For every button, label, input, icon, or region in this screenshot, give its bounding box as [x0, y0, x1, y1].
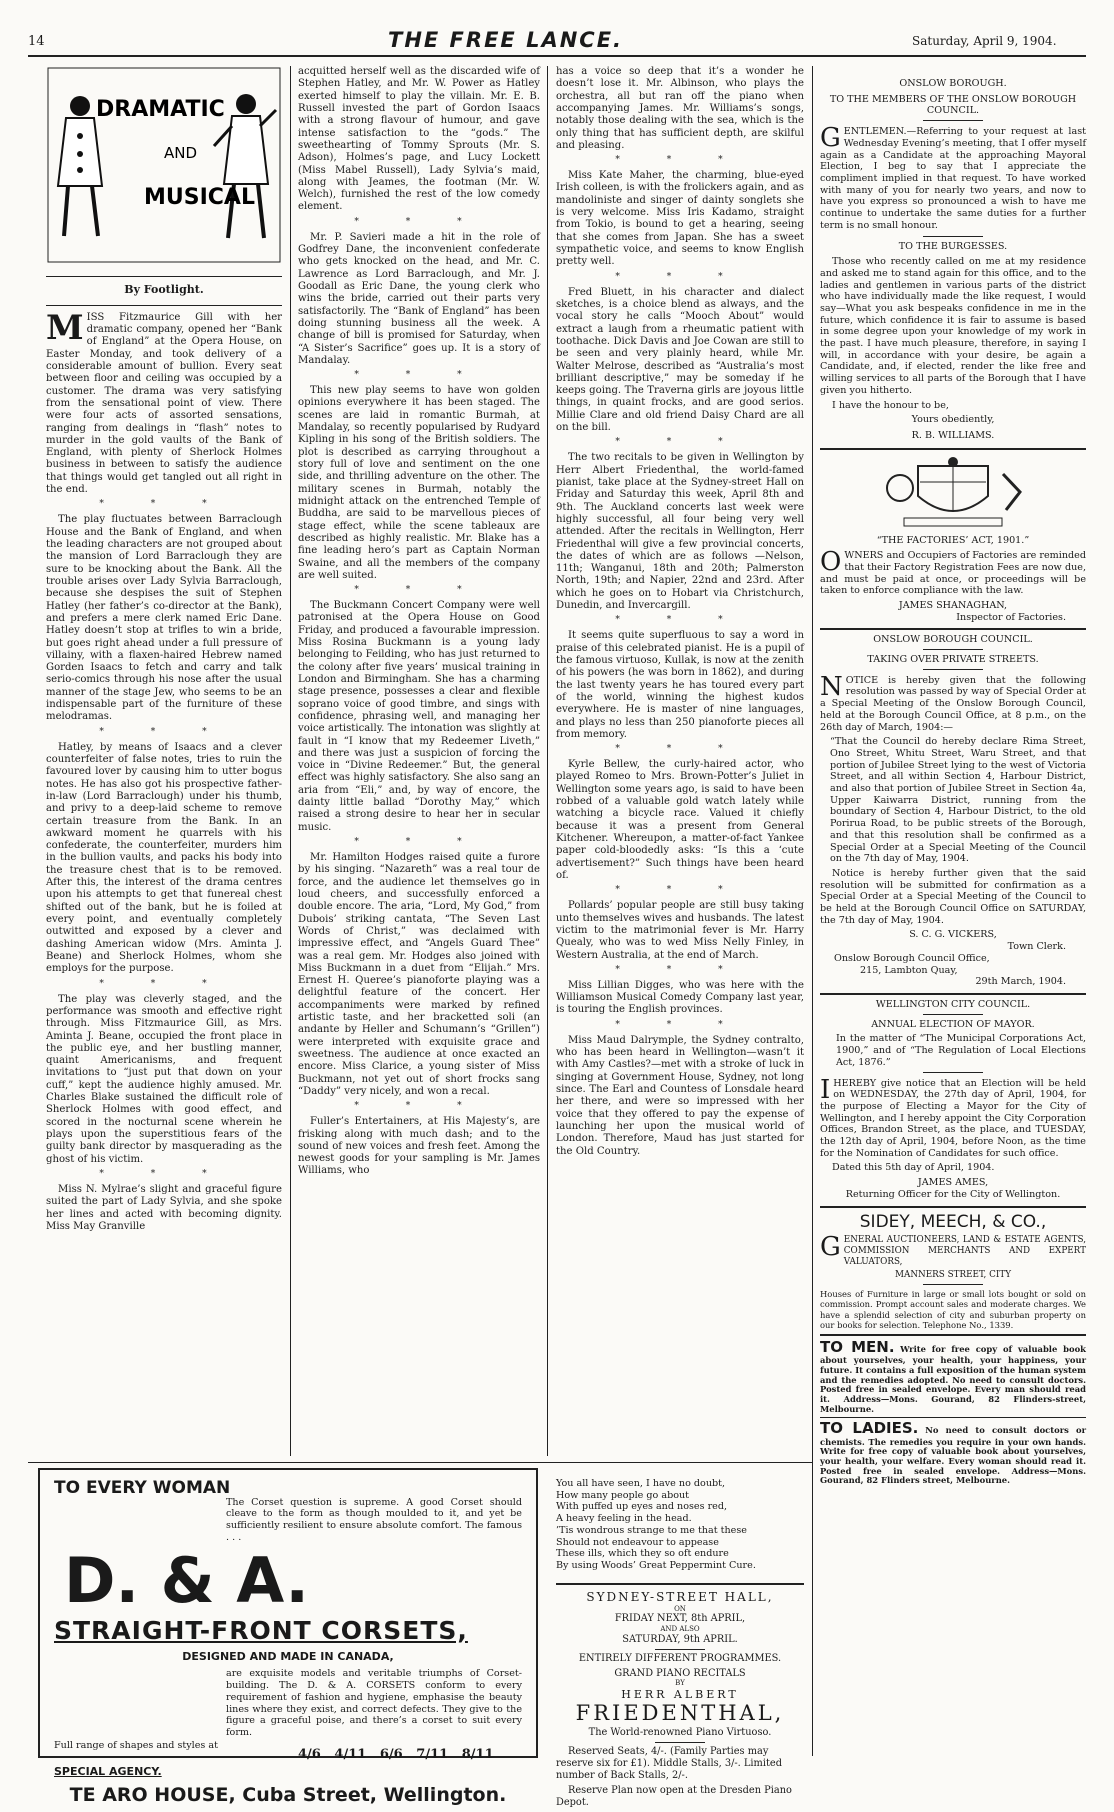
article-paragraph: Miss N. Mylrae’s slight and graceful figure suited the part of Lady Sylvia, and she spoke her lines and acted with becoming dignity. Miss May Granville [46, 1183, 282, 1232]
advert-range: Full range of shapes and styles at [54, 1739, 218, 1751]
section-stars: * * * [615, 155, 745, 166]
article-paragraph: Mr. Hamilton Hodges raised quite a furore by his singing. “Nazareth” was a real tour de force, and the audience let themselves go in loud cheers, and successfully enforced a double encore. The aria, “Lord, My God,” from Dubois’ striking cantata, “The Seven Last Words of Christ,” was declaimed with impressive effect, and “Angels Guard Thee” was a real gem. Mr. Hodges also joined with Miss Buckmann in a duet from “Elijah.” Mrs. Ernest H. Queree’s pianoforte playing was a delightful feature of the concert. Her accompaniments were marked by refined artistic taste, and her bracketted soli (an andante by Heller and Schumann’s “Grillen”) were interpreted with exquisite grace and sweetness. The audience at once exacted an encore. Miss Clarice, a young sister of Miss Buckmann, not yet out of short frocks sang “Daddy” very nicely, and won a recal. [298, 852, 540, 1097]
section-stars: * * * [354, 1101, 484, 1112]
notice-body: Those who recently called on me at my residence and asked me to stand again for this office, and to the ladies and gentlemen in various parts of the district who have individually made the like request, I would say—What you ask bespeaks confidence in me in the future, which confidence it is fair to assume is based in some degree upon your knowledge of my work in the past. I have much pleasure, therefore, in saying I will, in accordance with your desire, be again a Candidate, and, if elected, render the like free and willing services to all parts of the Borough that I have given you hitherto. [820, 256, 1086, 396]
notice-body: OTICE is hereby given that the following resolution was passed by way of Special Order at a Special Meeting of the Onslow Borough Council, held at the Borough Council Office, at 8 p.m., on the 26th day of March, 1904:— [820, 674, 1086, 733]
advert-body: Houses of Furniture in large or small lots bought or sold on commission. Prompt account sales and moderate charges. We have a splendid selection of city and suburban property on our books for selection. Telephone No., 1339. [820, 1289, 1086, 1330]
article-paragraph: The play fluctuates between Barraclough House and the Bank of England, and when the leading characters are not grouped about the mansion of Lord Barraclough they are sure to be knocking about the Bank. All the trouble arises over Lady Sylvia Barraclough, because she despises the suit of Stephen Hatley (her father’s co-director at the Bank), and prefers a mere clerk named Eric Dane. Hatley doesn’t stop at trifles to win a bride, but goes right ahead under a full pressure of villainy, with a flaxen-haired Hebrew named Gorden Isaacs to fetch and carry and talk serio-comics through his nose after the usual manner of the stage Jew, who seems to be an indispensable part of the furniture of these melodramas. [46, 514, 282, 723]
resolution-text: “That the Council do hereby declare Rima Street, Ono Street, Whitu Street, Waru Street, and that portion of Jubilee Street lying to the west of Victoria Street, and all within Section 4, Harbour District, and also that portion of Jubilee Street in Section 4a, Upper Kaiwarra District, running from the boundary of Section 4, Harbour District, to the old Porirua Road, to be public streets of the Borough, and that this resolution shall be confirmed as a Special Order at a Special Meeting of the Council on the 7th day of May, 1904. [830, 736, 1086, 865]
section-stars: * * * [354, 216, 484, 227]
poem-line: How many people go about [556, 1489, 690, 1501]
section-stars: * * * [615, 437, 745, 448]
article-paragraph: Mr. P. Savieri made a hit in the role of Godfrey Dane, the inconvenient confederate who gets knocked on the head, and Mr. C. Lawrence as Lord Barraclough, and Mr. J. Goodall as Eric Dane, the young clerk who wins the bride, carried out their parts very satisfactorily. The “Bank of England” has been doing stunning business all the week. A change of bill is promised for Saturday, when “A Sister’s Sacrifice” goes up. It is a story of Mandalay. [298, 231, 540, 366]
article-paragraph: This new play seems to have won golden opinions everywhere it has been staged. The scenes are laid in romantic Burmah, at Mandalay, so recently popularised by Rudyard Kipling in his song of the British soldiers. The plot is described as carrying throughout a story full of love and sentiment on the one side, and thrilling adventure on the other. The military scenes in Burmah, notably the midnight attack on the entrenched Temple of Buddha, are said to be marvellous pieces of stage effect, while the scene tableaux are described as highly realistic. Mr. Blake has a fine leading hero’s part as Captain Norman Swaine, and all the members of the company are well suited. [298, 385, 540, 581]
notice-title: “THE FACTORIES’ ACT, 1901.” [876, 535, 1030, 547]
article-paragraph: The two recitals to be given in Wellington by Herr Albert Friedenthal, the world-famed pianist, take place at the Sydney-street Hall on Friday and Saturday this week, April 8th and 9th. The Auckland concerts last week were highly successful, all four being very well attended. After the recitals in Wellington, Herr Friedenthal will give a few provincial concerts, the dates of which are as follows —Nelson, 11th; Wanganui, 18th and 20th; Palmerston North, 19th; and Napier, 22nd and 23rd. After which he goes on to Hobart via Christchurch, Dunedin, and Invercargill. [556, 452, 804, 612]
coat-of-arms-icon [820, 456, 1086, 530]
column-dramatic-musical [46, 66, 282, 1456]
logo-word-musical: MUSICAL [144, 185, 255, 210]
section-rule [28, 1462, 812, 1463]
notice-closing: Yours obediently, [911, 414, 995, 426]
advert-intro: The Corset question is supreme. A good Corset should cleave to the form as though moulded to it, and yet be sufficiently resilient to ensure absolute comfort. The famous . . . [226, 1496, 522, 1543]
signature-title: Town Clerk. [1007, 941, 1066, 953]
article-paragraph: ISS Fitzmaurice Gill with her dramatic company, opened her “Bank of England” at the Opera House, on Easter Monday, and took delivery of a considerable amount of bullion. Every seat between floor and ceiling was occupied by a customer. The drama was very satisfying from the sensational point of view. There were four acts of assorted sensations, ranging from dealings in “flash” notes to murder in the gold vaults of the Bank of England, with plenty of Sherlock Holmes business in between to satisfy the audience that things would get tangled out all right in the end. [46, 311, 282, 496]
article-paragraph: has a voice so deep that it’s a wonder he doesn’t lose it. Mr. Albinson, who plays the orchestra, all but ran off the piano when accompanying James. Mr. Williams’s songs, notably those dealing with the sea, which is the only thing that has sufficient depth, are skilful and pleasing. [556, 66, 804, 151]
section-stars: * * * [615, 1019, 745, 1030]
advert-friedenthal-recital [556, 1590, 804, 1812]
column-divider [290, 66, 291, 1456]
poem-line: A heavy feeling in the head. [556, 1513, 692, 1525]
section-stars: * * * [354, 837, 484, 848]
advert-body: No need to consult doctors or chemists. The remedies you require in your own hands. Write for free copy of valuable book about yourselves, your health, your welfare. Every woman should read it. Posted free in sealed envelope. Address—Mons. Gourand, 82 Flinders street, Melbourne. [820, 1425, 1086, 1486]
logo-word-and: AND [164, 144, 198, 162]
dramatic-musical-logo [46, 66, 282, 264]
notice-date: 29th March, 1904. [975, 976, 1066, 988]
poem-line: These ills, which they so oft endure [556, 1548, 729, 1560]
advert-address: MANNERS STREET, CITY [894, 1270, 1012, 1281]
advert-title-men: TO MEN. [820, 1338, 895, 1357]
advert-agency: SPECIAL AGENCY. [54, 1765, 162, 1779]
recital-on: ON [674, 1604, 686, 1613]
article-paragraph: Hatley, by means of Isaacs and a clever counterfeiter of false notes, tries to ruin the favoured lover by causing him to utter bogus notes. He has also got his prospective father-in-law (Lord Barraclough) under his thumb, and privy to a deep-laid scheme to remove certain treasure from the Bank. In an awkward moment he quarrels with his confederate, the counterfeiter, murders him in the bullion vaults, and packs his body into the treasure chest that is to be removed. After this, the interest of the drama centres upon his attempts to get that funereal chest shifted out of the bank, but he is foiled at every point, and eventually completely outwitted and exposed by a clever and dashing American widow (Mrs. Aminta J. Beane) and Sherlock Holmes, whom she employs for the purpose. [46, 741, 282, 975]
advert-brand: D. & A. [64, 1543, 309, 1617]
notice-body: In the matter of “The Municipal Corporations Act, 1900,” and of “The Regulation of Local Elections Act, 1876.” [836, 1033, 1086, 1068]
advert-title-sidey: SIDEY, MEECH, & CO., [859, 1211, 1047, 1232]
advert-product: STRAIGHT-FRONT CORSETS, [54, 1615, 468, 1645]
notice-subtitle: TO THE MEMBERS OF THE ONSLOW BOROUGH COUNCIL. [829, 93, 1077, 117]
poem-line: With puffed up eyes and noses red, [556, 1501, 728, 1513]
recital-booking: Reserve Plan now open at the Dresden Piano Depot. [556, 1784, 792, 1808]
article-paragraph: Miss Kate Maher, the charming, blue-eyed Irish colleen, is with the frolickers again, and as mandoliniste and singer of dainty songlets she is very welcome. Miss Iris Kadamo, straight from Tokio, is bound to get a hearing, seeing that she comes from Japan. She has a sweet sympathetic voice, and seems to know English pretty well. [556, 170, 804, 268]
recital-date: FRIDAY NEXT, 8th APRIL, [614, 1613, 746, 1625]
recital-programmes: ENTIRELY DIFFERENT PROGRAMMES. [578, 1652, 782, 1664]
advert-body: Write for free copy of valuable book about yourselves, your health, your happiness, your future. It contains a full exposition of the human system and the remedies adopted. No need to consult doctors. Posted free in sealed envelope. Every man should read it. Address—Mons. Gourand, 82 Flinders-street, Melbourne. [820, 1344, 1086, 1414]
section-stars: * * * [99, 726, 229, 737]
advert-body: are exquisite models and veritable triumphs of Corset-building. The D. & A. CORSETS conform to every requirement of fashion and hygiene, emphasise the beauty lines where they exist, and correct defects. They give to the figure a graceful poise, and there’s a corset to suit every form. [226, 1668, 522, 1738]
advert-corsets [38, 1468, 538, 1806]
advert-origin: DESIGNED AND MADE IN CANADA, [182, 1650, 394, 1664]
page-number: 14 [28, 34, 45, 49]
notice-title: WELLINGTON CITY COUNCIL. [875, 999, 1031, 1010]
notice-body: Notice is hereby further given that the said resolution will be submitted for confirmation as a Special Order at a Special Meeting of the Council to be held at the Borough Council Office on SATURDAY, the 7th day of May, 1904. [820, 867, 1086, 926]
signature: S. C. G. VICKERS, [909, 929, 997, 941]
header-rule [28, 55, 1086, 57]
article-paragraph: The Buckmann Concert Company were well patronised at the Opera House on Good Friday, and produced a favourable impression. Miss Rosina Buckmann is a young lady belonging to Feilding, who has just returned to the colony after five years’ musical training in London and Birmingham. She has a charming stage presence, possesses a clear and flexible soprano voice of good timbre, and sings with confidence, phrasing well, and managing her voice artistically. The intonation was slightly at fault in “I know that my Redeemer Liveth,” and there was just a suspicion of forcing the voice in “Divine Redeemer.” But, the general effect was highly satisfactory. She also sang an aria from “Eli,” and, by way of encore, the dainty little ballad “Dorothy May,” which raised a strong desire to hear her in secular music. [298, 600, 540, 833]
signature-title: Returning Officer for the City of Wellington. [845, 1188, 1061, 1200]
performer-tagline: The World-renowned Piano Virtuoso. [588, 1726, 772, 1738]
signature: R. B. WILLIAMS. [911, 429, 995, 441]
masthead: THE FREE LANCE. [388, 28, 624, 52]
section-stars: * * * [99, 978, 229, 989]
performer-title: HERR ALBERT [621, 1687, 739, 1701]
advert-subtitle: ENERAL AUCTIONEERS, LAND & ESTATE AGENTS, COMMISSION MERCHANTS AND EXPERT VALUATORS, [843, 1235, 1086, 1267]
article-paragraph: It seems quite superfluous to say a word in praise of this celebrated pianist. He is a pupil of the famous virtuoso, Kullak, is now at the zenith of his powers (he was born in 1862), and during the last twenty years he has toured every part of the world, winning the highest kudos everywhere. He is master of nine languages, and plays no less than 250 pianoforte pieces all from memory. [556, 630, 804, 740]
article-paragraph: Miss Maud Dalrymple, the Sydney contralto, who has been heard in Wellington—wasn’t it with Amy Castles?—met with a stroke of luck in singing at Government House, Sydney, not long since. The Earl and Countess of Lonsdale heard her there, and were so impressed with her voice that they offered to pay the expense of launching her upon the musical world of London. Therefore, Maud has just started for the Old Country. [556, 1034, 804, 1157]
article-paragraph: acquitted herself well as the discarded wife of Stephen Hatley, and Mr. W. Power as Hatley exerted himself to play the villain. Mr. E. B. Russell invested the part of Gordon Isaacs with a strong flavour of humour, and gave intense satisfaction to the “gods.” The sweethearting of Tommy Sprouts (Mr. S. Adson), Holmes’s page, and Lucy Lockett (Miss Mabel Russell), Lady Sylvia’s maid, along with Jeames, the footman (Mr. W. Welch), furnished the rest of the low comedy element. [298, 66, 540, 213]
office-address: Onslow Borough Council Office, [834, 952, 990, 964]
notice-body: HEREBY give notice that an Election will be held on WEDNESDAY, the 27th day of April, 1904, for the purpose of Electing a Mayor for the City of Wellington, and I hereby appoint the City Corporation Offices, Brandon Street, as the place, and TUESDAY, the 12th day of April, 1904, before Noon, as the time for the Nomination of Candidates for such office. [820, 1077, 1086, 1159]
advert-peppermint-cure [556, 1478, 796, 1572]
recital-venue: SYDNEY-STREET HALL, [586, 1590, 774, 1604]
poem-line: ’Tis wondrous strange to me that these [556, 1524, 747, 1536]
column-two [298, 66, 540, 1456]
notice-date: Dated this 5th day of April, 1904. [832, 1162, 995, 1174]
drop-cap: M [46, 307, 84, 348]
notice-title: TO THE BURGESSES. [898, 241, 1008, 253]
recital-date: SATURDAY, 9th APRIL. [622, 1633, 738, 1645]
notice-closing: I have the honour to be, [832, 399, 949, 411]
article-paragraph: Fuller’s Entertainers, at His Majesty’s, are frisking along with much dash; and to the sound of new voices and fresh feet. Among the newest goods for your sampling is Mr. James Williams, who [298, 1116, 540, 1177]
column-three [556, 66, 804, 1456]
column-notices: ONSLOW BOROUGH. TO THE MEMBERS OF THE ONSLOW BOROUGH COUNCIL. GENTLEMEN.—Referring to your request at last Wednesday Evening’s meeting, that I offer myself again as a Candidate at the approaching Mayoral Election, I beg to say that I appreciate the compliment implied in that request. To have worked with many of you for nearly two years, and now to have you express so pronounced a wish to have me continue to undertake the same duties for a further term is no small honour. TO THE BURGESSES. Those who recently called on me at my residence and asked me to stand again for this office, and to the ladies and gentlemen in various parts of the district who have individually made the like request, I would say—What you ask bespeaks confidence in me in the future, which confidence it is fair to assume is based in some degree upon your knowledge of my work in the past. I have much pleasure, therefore, in saying I will, in accordance with your desire, be again a Candidate, and, if elected, render the like free and willing services to all parts of the Borough that I have given you hitherto. I have the honour to be, Yours obediently, R. B. WILLIAMS. “THE FACTORIES’ ACT, 1901.” OWNERS and Occupiers of Factories are reminded that their Factory Registration Fees are now due, and must be paid at once, or proceedings will be taken to enforce compliance with the law. JAMES SHANAGHAN, Inspector of Factories. ONSLOW BOROUGH COUNCIL. TAKING OVER PRIVATE STREETS. NOTICE is hereby given that the following resolution was passed by way of Special Order at a Special Meeting of the Onslow Borough Council, held at the Borough Council Office, at 8 p.m., on the 26th day of March, 1904:— “That the Council do hereby declare Rima Street, Ono Street, Whitu Street, Waru Street, and that portion of Jubilee Street lying to the west of Victoria Street, and all within Section 4, Harbour District, and also that portion of Jubilee Street in Section 4a, Upper Kaiwarra District, running from the boundary of Section 4, Harbour District, to the old Porirua Road, to be public streets of the Borough, and that this resolution shall be confirmed as a Special Order at a Special Meeting of the Council on the 7th day of May, 1904. Notice is hereby further given that the said resolution will be submitted for confirmation as a Special Order at a Special Meeting of the Council to be held at the Borough Council Office on SATURDAY, the 7th day of May, 1904. S. C. G. VICKERS, Town Clerk. Onslow Borough Council Office, 215, Lambton Quay, 29th March, 1904. WELLINGTON CITY COUNCIL. ANNUAL ELECTION OF MAYOR. In the matter of “The Municipal Corporations Act, 1900,” and of “The Regulation of Local Elections Act, 1876.” IHEREBY give notice that an Election will be held on WEDNESDAY, the 27th day of April, 1904, for the purpose of Electing a Mayor for the City of Wellington, and I hereby appoint the City Corporation Offices, Brandon Street, as the place, and TUESDAY, the 12th day of April, 1904, before Noon, as the time for the Nomination of Candidates for such office. Dated this 5th day of April, 1904. JAMES AMES, Returning Officer for the City of Wellington. SIDEY, MEECH, & CO., GENERAL AUCTIONEERS, LAND & ESTATE AGENTS, COMMISSION MERCHANTS AND EXPERT VALUATORS, MANNERS STREET, CITY Houses of Furniture in large or small lots bought or sold on commission. Prompt account sales and moderate charges. We have a splendid selection of city and suburban property on our books for selection. Telephone No., 1339. TO MEN. Write for free copy of valuable book about yourselves, your health, your happiness, your future. It contains a full exposition of the human system and the remedies adopted. No need to consult doctors. Posted free in sealed envelope. Every man should read it. Address—Mons. Gourand, 82 Flinders-street, Melbourne. TO LADIES. No need to consult doctors or chemists. The remedies you require in your own hands. Write for free copy of valuable book about yourselves, your health, your welfare. Every woman should read it. Posted free in sealed envelope. Address—Mons. Gourand, 82 Flinders street, Melbourne. [820, 78, 1086, 1486]
byline: By Footlight. [124, 283, 204, 297]
section-stars: * * * [354, 370, 484, 381]
advert-title-ladies: TO LADIES. [820, 1419, 919, 1438]
notice-subtitle: ANNUAL ELECTION OF MAYOR. [871, 1018, 1035, 1030]
section-stars: * * * [99, 499, 229, 510]
section-stars: * * * [615, 964, 745, 975]
signature: JAMES AMES, [917, 1177, 989, 1189]
logo-word-dramatic: DRAMATIC [96, 97, 225, 122]
section-stars: * * * [99, 1168, 229, 1179]
recital-by: BY [675, 1679, 685, 1688]
article-paragraph: Pollards’ popular people are still busy taking unto themselves wives and husbands. The latest victim to the matrimonial fever is Mr. Harry Quealy, who was to wed Miss Nelly Finley, in Western Australia, at the end of March. [556, 900, 804, 961]
signature: JAMES SHANAGHAN, [898, 599, 1008, 611]
section-stars: * * * [354, 585, 484, 596]
notice-title: ONSLOW BOROUGH COUNCIL. [873, 634, 1033, 646]
notice-subtitle: TAKING OVER PRIVATE STREETS. [867, 654, 1039, 666]
advert-prices: 4/6 4/11 6/6 7/11 8/11 [298, 1747, 494, 1763]
article-paragraph: Miss Lillian Digges, who was here with the Williamson Musical Comedy Company last year, is touring the English provinces. [556, 979, 804, 1016]
section-stars: * * * [615, 271, 745, 282]
performer-name: FRIEDENTHAL, [575, 1701, 785, 1726]
advert-store: TE ARO HOUSE, Cuba Street, Wellington. [69, 1783, 507, 1806]
recital-type: GRAND PIANO RECITALS [614, 1667, 746, 1679]
notice-body: ENTLEMEN.—Referring to your request at last Wednesday Evening’s meeting, that I offer myself again as a Candidate at the approaching Mayoral Election, I beg to say that I appreciate the compliment implied in that request. To have worked with many of you for nearly two years, and now to have you express so pronounced a wish to have me continue to undertake the same duties for a further term is no small honour. [820, 126, 1086, 231]
office-address: 215, Lambton Quay, [860, 964, 958, 976]
advert-headline: TO EVERY WOMAN [54, 1478, 231, 1498]
recital-prices: Reserved Seats, 4/-. (Family Parties may reserve six for £1). Middle Stalls, 3/-. Limited number of Back Stalls, 2/-. [556, 1745, 782, 1781]
section-rule [556, 1583, 804, 1585]
poem-line: By using Woods’ Great Peppermint Cure. [556, 1559, 756, 1571]
section-stars: * * * [615, 885, 745, 896]
section-stars: * * * [615, 615, 745, 626]
section-stars: * * * [615, 744, 745, 755]
article-paragraph: Kyrle Bellew, the curly-haired actor, who played Romeo to Mrs. Brown-Potter’s Juliet in Wellington some years ago, is said to have been robbed of a valuable gold watch lately while watching a bicycle race. Valued it chiefly because it was a present from General Kitchener. Whereupon, a matter-of-fact Yankee paper cold-bloodedly asks: “Is this a ‘cute advertisement?” Such things have been heard of. [556, 759, 804, 881]
poem-line: Should not endeavour to appease [556, 1536, 719, 1548]
article-paragraph: The play was cleverly staged, and the performance was smooth and effective right through. Miss Fitzmaurice Gill, as Mrs. Aminta J. Beane, occupied the front place in the public eye, and her bustling manner, quaint Americanisms, and frequent invitations to “just put that down on your cuff,” kept the audience highly amused. Mr. Charles Blake sustained the difficult role of Sherlock Holmes with good effect, and scored in the nocturnal scene wherein he plays upon the superstitious fears of the guilty bank director by masquerading as the ghost of his victim. [46, 993, 282, 1165]
recital-also: AND ALSO [660, 1625, 700, 1634]
issue-date: Saturday, April 9, 1904. [912, 34, 1057, 48]
notice-title: ONSLOW BOROUGH. [899, 78, 1007, 89]
column-divider [547, 66, 548, 1456]
signature-title: Inspector of Factories. [956, 611, 1066, 623]
poem-line: You all have seen, I have no doubt, [556, 1478, 726, 1489]
article-paragraph: Fred Bluett, in his character and dialect sketches, is a choice blend as always, and the vocal story he calls “Mooch About” would extract a laugh from a rheumatic patient with toothache. Dick Davis and Joe Cowan are still to be seen and very plainly heard, while Mr. Walter Melrose, described as “Australia’s most brilliant descriptive,” may be someday if he keeps going. The Traverna girls are joyous little things, in quaint frocks, and are good serios. Millie Clare and old friend Daisy Chard are all on the bill. [556, 286, 804, 434]
notice-body: WNERS and Occupiers of Factories are reminded that their Factory Registration Fees are now due, and must be paid at once, or proceedings will be taken to enforce compliance with the law. [820, 550, 1086, 597]
column-divider [812, 66, 813, 1756]
